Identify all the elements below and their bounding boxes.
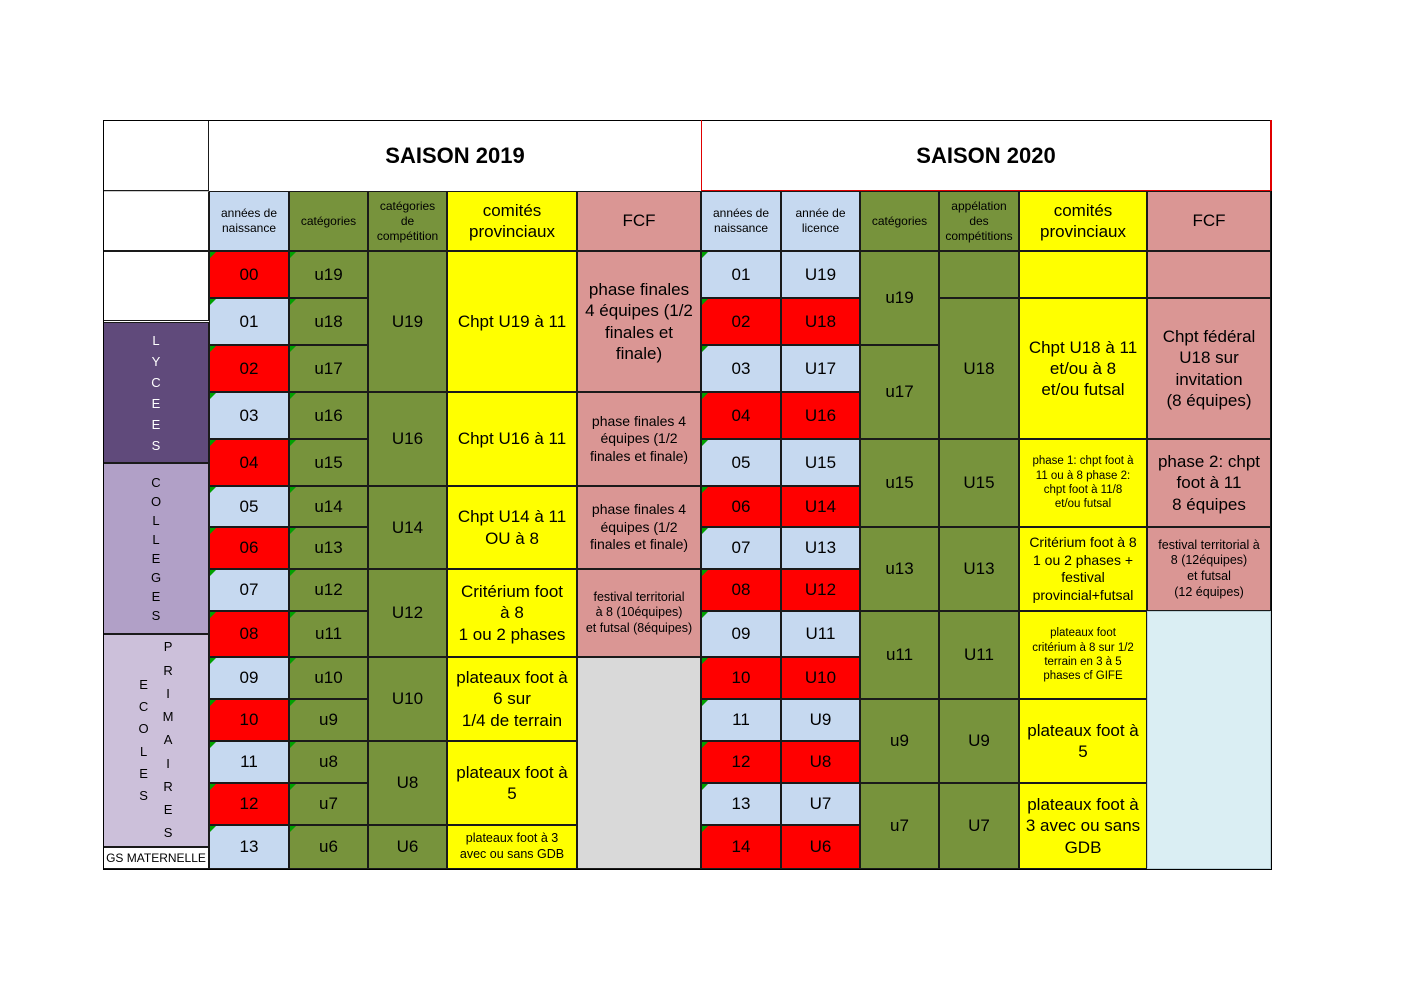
- cat-2019-u16: u16: [289, 392, 368, 439]
- app-2020-U18: U18: [939, 298, 1019, 439]
- year-2019-04: 04: [209, 439, 289, 486]
- primaires-vertical-text: P R I M A I R E S: [162, 639, 174, 841]
- licence-2020-U8: U8: [781, 741, 860, 783]
- licence-2020-U6: U6: [781, 825, 860, 869]
- year-2019-09: 09: [209, 657, 289, 699]
- cat-2019-u14: u14: [289, 486, 368, 527]
- prov-2019-U16: Chpt U16 à 11: [447, 392, 577, 486]
- fcf-2019-0: phase finales 4 équipes (1/2 finales et finale): [577, 251, 701, 392]
- prov-2019-U6: plateaux foot à 3 avec ou sans GDB: [447, 825, 577, 869]
- year-2019-01: 01: [209, 298, 289, 345]
- left-blank-3: [103, 251, 209, 321]
- year-2020-11: 11: [701, 699, 781, 741]
- comp-2019-U16: U16: [368, 392, 447, 486]
- app-2020-blank: [939, 251, 1019, 298]
- lycees-label: L Y C E E S: [103, 322, 209, 463]
- fcf-2020-blank: [1147, 251, 1271, 298]
- h2020-comites: comités provinciaux: [1019, 191, 1147, 251]
- gs-maternelle-label: GS MATERNELLE: [103, 847, 209, 869]
- year-2019-13: 13: [209, 825, 289, 869]
- fcf-2019-empty: [577, 657, 701, 869]
- h2019-annees: années de naissance: [209, 191, 289, 251]
- cat-2020-u19: u19: [860, 251, 939, 345]
- year-2019-02: 02: [209, 345, 289, 392]
- licence-2020-U11: U11: [781, 611, 860, 657]
- year-2019-12: 12: [209, 783, 289, 825]
- h2019-fcf: FCF: [577, 191, 701, 251]
- licence-2020-U10: U10: [781, 657, 860, 699]
- cat-2020-u17: u17: [860, 345, 939, 439]
- year-2020-08: 08: [701, 569, 781, 611]
- h2020-categories: catégories: [860, 191, 939, 251]
- ecoles-primaires-label: [103, 634, 209, 847]
- season-2019-title: SAISON 2019: [209, 121, 701, 191]
- year-2020-13: 13: [701, 783, 781, 825]
- year-2019-00: 00: [209, 251, 289, 298]
- year-2020-04: 04: [701, 392, 781, 439]
- app-2020-U9: U9: [939, 699, 1019, 783]
- year-2020-03: 03: [701, 345, 781, 392]
- red-border-line: [1270, 120, 1272, 191]
- prov-2020-U18: Chpt U18 à 11 et/ou à 8 et/ou futsal: [1019, 298, 1147, 439]
- year-2019-07: 07: [209, 569, 289, 611]
- fcf-2020-empty: [1147, 611, 1271, 869]
- colleges-label: C O L L E G E S: [103, 463, 209, 634]
- prov-2020-U11: plateaux foot critérium à 8 sur 1/2 terrain en 3 à 5 phases cf GIFE: [1019, 611, 1147, 699]
- fcf-2020-0: Chpt fédéral U18 sur invitation (8 équipes): [1147, 298, 1271, 439]
- prov-2020-U7: plateaux foot à 3 avec ou sans GDB: [1019, 783, 1147, 869]
- fcf-2019-1: phase finales 4 équipes (1/2 finales et finale): [577, 392, 701, 486]
- app-2020-U15: U15: [939, 439, 1019, 527]
- app-2020-U11: U11: [939, 611, 1019, 699]
- cat-2020-u9: u9: [860, 699, 939, 783]
- licence-2020-U16: U16: [781, 392, 860, 439]
- year-2019-10: 10: [209, 699, 289, 741]
- cat-2019-u11: u11: [289, 611, 368, 657]
- prov-2020-U9: plateaux foot à 5: [1019, 699, 1147, 783]
- cat-2019-u12: u12: [289, 569, 368, 611]
- licence-2020-U17: U17: [781, 345, 860, 392]
- app-2020-U7: U7: [939, 783, 1019, 869]
- prov-2019-U14: Chpt U14 à 11 OU à 8: [447, 486, 577, 569]
- prov-2019-U12: Critérium foot à 8 1 ou 2 phases: [447, 569, 577, 657]
- year-2019-06: 06: [209, 527, 289, 569]
- left-blank-2: [103, 191, 209, 251]
- licence-2020-U14: U14: [781, 486, 860, 527]
- year-2020-06: 06: [701, 486, 781, 527]
- h2020-appellation: appélation des compétitions: [939, 191, 1019, 251]
- year-2019-05: 05: [209, 486, 289, 527]
- h2020-fcf: FCF: [1147, 191, 1271, 251]
- cat-2019-u13: u13: [289, 527, 368, 569]
- year-2020-14: 14: [701, 825, 781, 869]
- prov-2020-blank: [1019, 251, 1147, 298]
- cat-2019-u17: u17: [289, 345, 368, 392]
- year-2020-10: 10: [701, 657, 781, 699]
- h2019-competition: catégories de compétition: [368, 191, 447, 251]
- cat-2020-u11: u11: [860, 611, 939, 699]
- year-2019-08: 08: [209, 611, 289, 657]
- cat-2020-u13: u13: [860, 527, 939, 611]
- licence-2020-U12: U12: [781, 569, 860, 611]
- cat-2019-u8: u8: [289, 741, 368, 783]
- year-2020-09: 09: [701, 611, 781, 657]
- comp-2019-U19: U19: [368, 251, 447, 392]
- cat-2020-u7: u7: [860, 783, 939, 869]
- year-2020-12: 12: [701, 741, 781, 783]
- fcf-2019-2: phase finales 4 équipes (1/2 finales et finale): [577, 486, 701, 569]
- comp-2019-U12: U12: [368, 569, 447, 657]
- ecoles-vertical-text: E C O L E S: [138, 676, 149, 803]
- prov-2019-U19: Chpt U19 à 11: [447, 251, 577, 392]
- app-2020-U13: U13: [939, 527, 1019, 611]
- season-2020-title: SAISON 2020: [701, 121, 1271, 191]
- fcf-2020-1: phase 2: chpt foot à 11 8 équipes: [1147, 439, 1271, 527]
- year-2019-03: 03: [209, 392, 289, 439]
- year-2020-05: 05: [701, 439, 781, 486]
- cat-2019-u19: u19: [289, 251, 368, 298]
- left-blank-top: [103, 120, 209, 191]
- red-border-line: [701, 190, 1272, 191]
- comp-2019-U8: U8: [368, 741, 447, 825]
- cat-2019-u9: u9: [289, 699, 368, 741]
- h2019-categories: catégories: [289, 191, 368, 251]
- cat-2019-u15: u15: [289, 439, 368, 486]
- year-2020-01: 01: [701, 251, 781, 298]
- licence-2020-U19: U19: [781, 251, 860, 298]
- h2020-licence: année de licence: [781, 191, 860, 251]
- h2019-comites: comités provinciaux: [447, 191, 577, 251]
- licence-2020-U13: U13: [781, 527, 860, 569]
- cat-2019-u10: u10: [289, 657, 368, 699]
- prov-2019-U8: plateaux foot à 5: [447, 741, 577, 825]
- licence-2020-U9: U9: [781, 699, 860, 741]
- comp-2019-U6: U6: [368, 825, 447, 869]
- licence-2020-U15: U15: [781, 439, 860, 486]
- year-2020-07: 07: [701, 527, 781, 569]
- comp-2019-U10: U10: [368, 657, 447, 741]
- cat-2020-u15: u15: [860, 439, 939, 527]
- cat-2019-u18: u18: [289, 298, 368, 345]
- prov-2020-U13: Critérium foot à 8 1 ou 2 phases + festival provincial+futsal: [1019, 527, 1147, 611]
- comp-2019-U14: U14: [368, 486, 447, 569]
- year-2020-02: 02: [701, 298, 781, 345]
- fcf-2019-3: festival territorial à 8 (10équipes) et futsal (8équipes): [577, 569, 701, 657]
- h2020-annees: années de naissance: [701, 191, 781, 251]
- prov-2019-U10: plateaux foot à 6 sur 1/4 de terrain: [447, 657, 577, 741]
- licence-2020-U18: U18: [781, 298, 860, 345]
- year-2019-11: 11: [209, 741, 289, 783]
- licence-2020-U7: U7: [781, 783, 860, 825]
- cat-2019-u7: u7: [289, 783, 368, 825]
- fcf-2020-2: festival territorial à 8 (12équipes) et futsal (12 équipes): [1147, 527, 1271, 611]
- prov-2020-U15: phase 1: chpt foot à 11 ou à 8 phase 2: chpt foot à 11/8 et/ou futsal: [1019, 439, 1147, 527]
- red-border-line: [701, 120, 702, 191]
- cat-2019-u6: u6: [289, 825, 368, 869]
